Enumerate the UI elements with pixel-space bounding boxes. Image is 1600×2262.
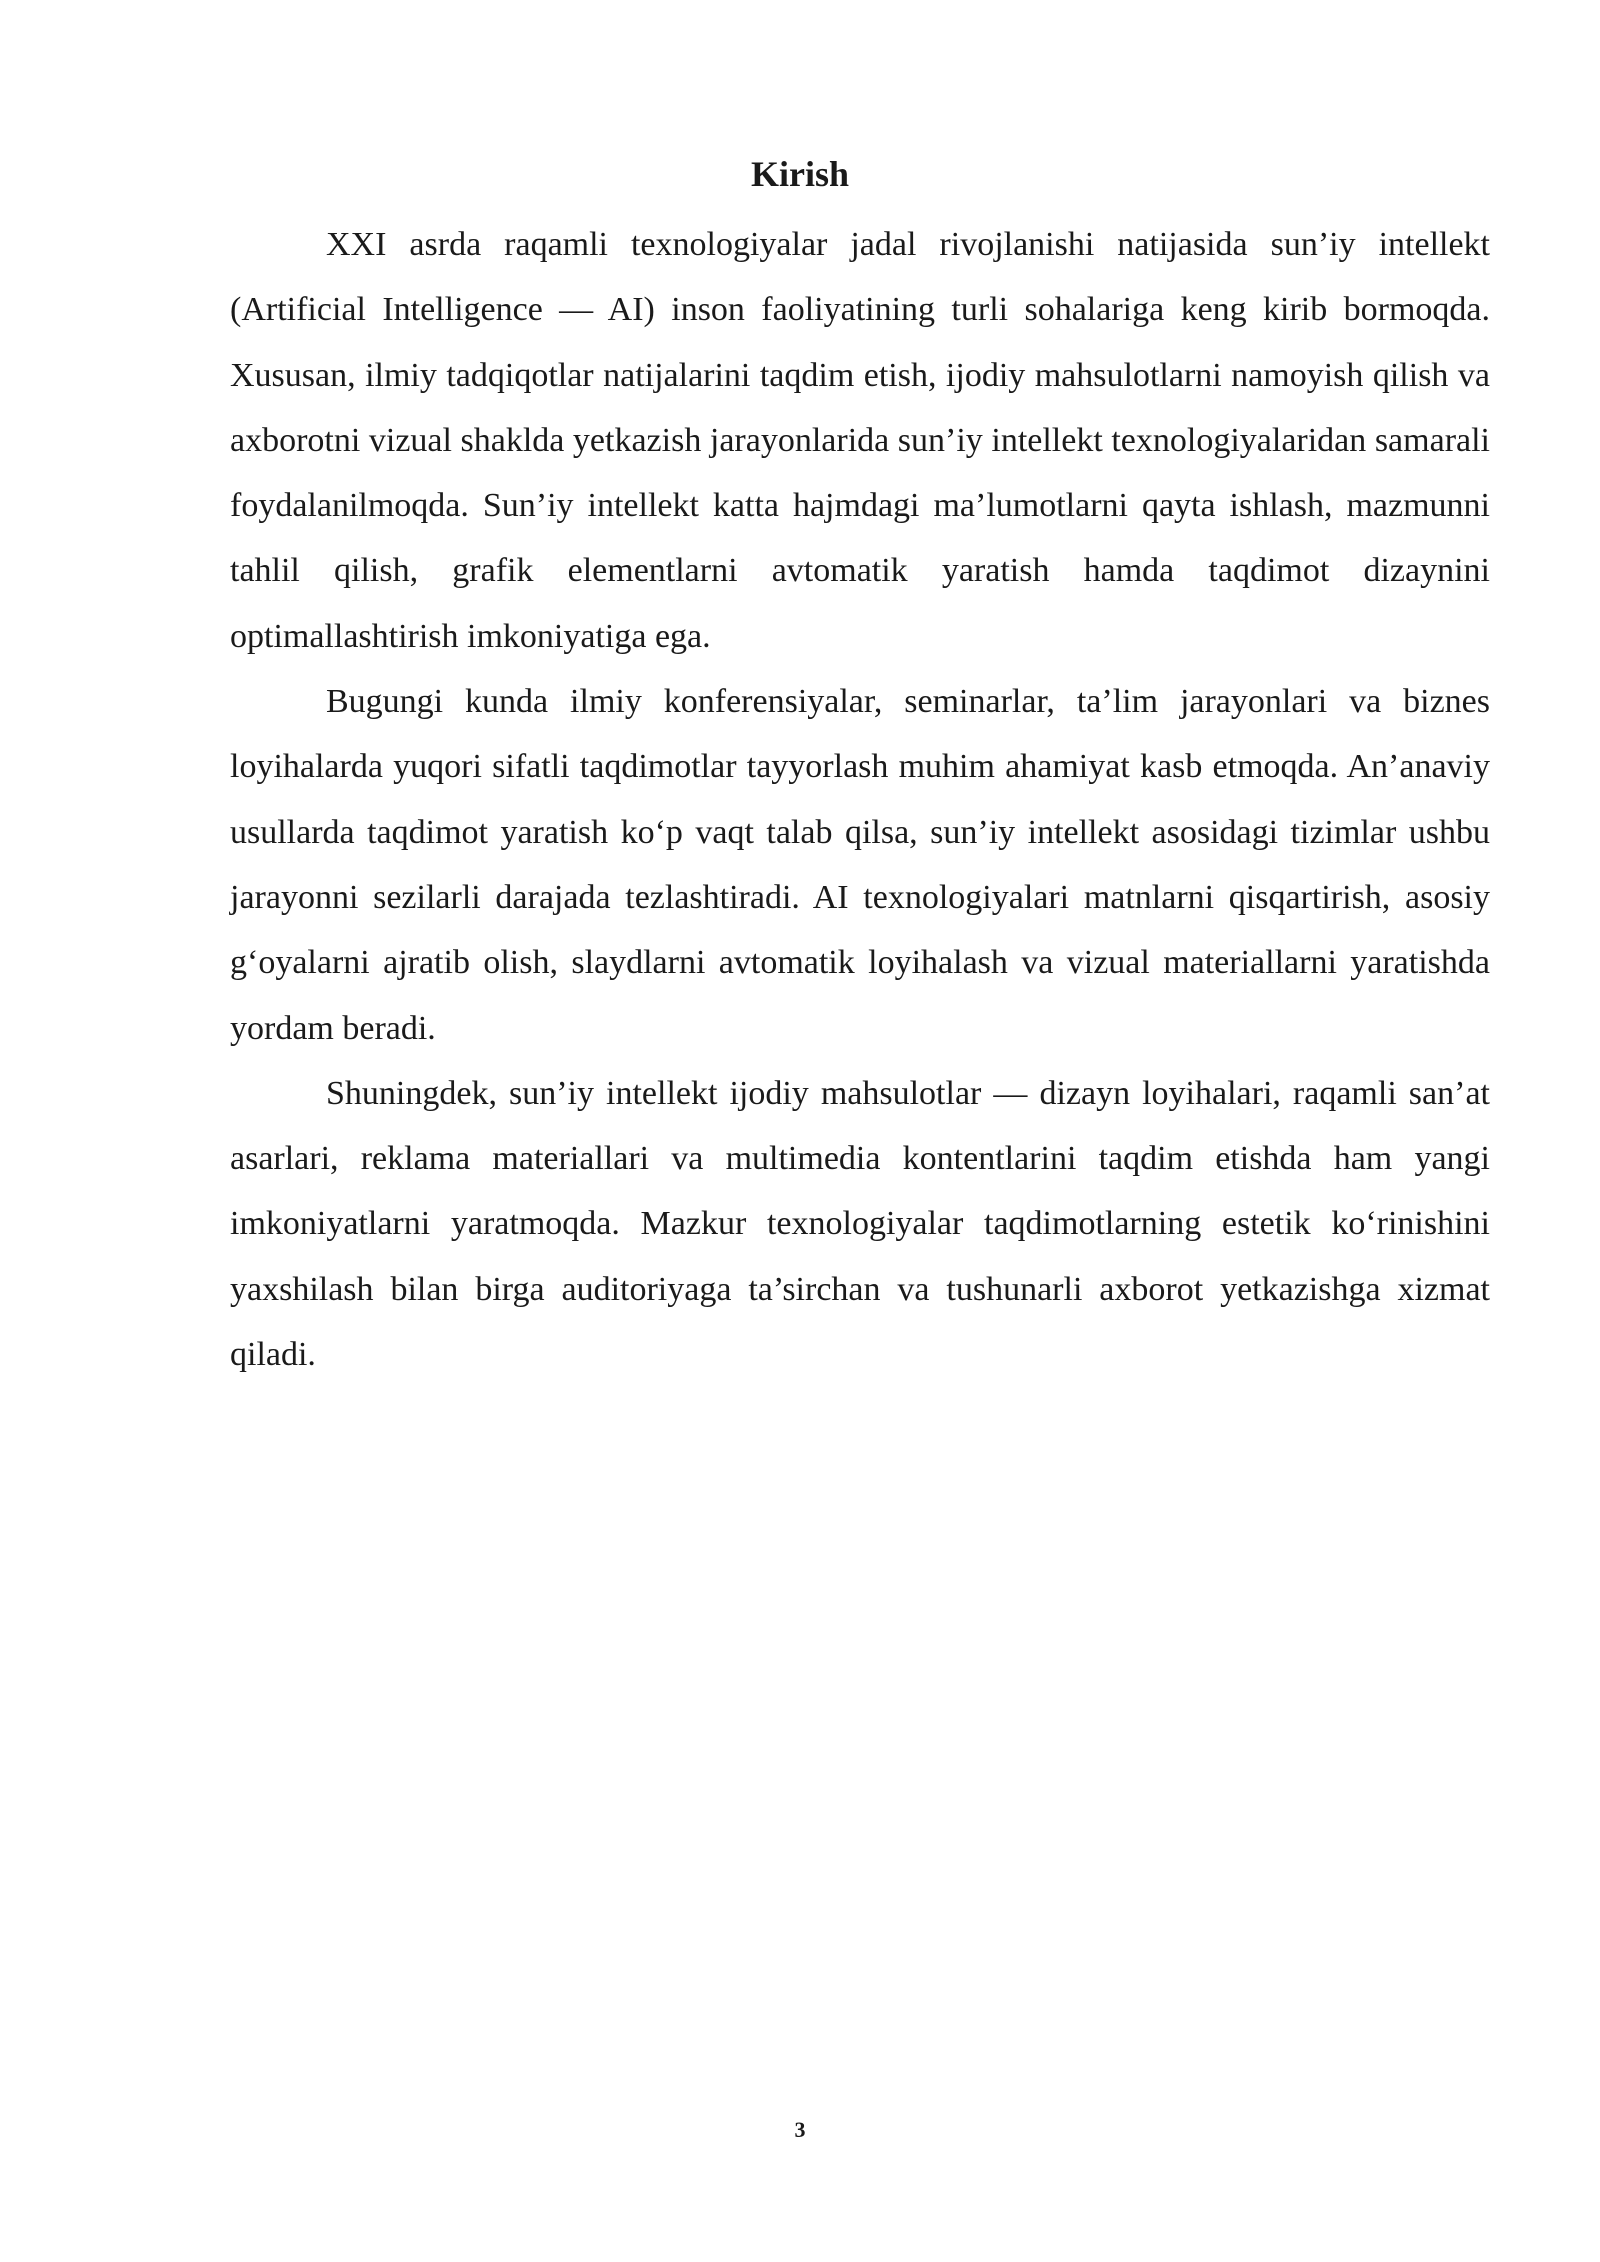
paragraph-3: Shuningdek, sun’iy intellekt ijodiy mahsulotlar — dizayn loyihalari, raqamli san’at asarlari, reklama materiallari va multimedia kontentlarini taqdim etishda ham yangi imkoniyatlarni yaratmoqda. Mazkur texnologiyalar taqdimotlarning estetik ko‘rinishini yaxshilash bilan birga auditoriyaga ta’sirchan va tushunarli axborot yetkazishga xizmat qiladi. <box>230 1074 1490 1374</box>
paragraph-2: Bugungi kunda ilmiy konferensiyalar, seminarlar, ta’lim jarayonlari va biznes loyihalarda yuqori sifatli taqdimotlar tayyorlash muhim ahamiyat kasb etmoqda. An’anaviy usullarda taqdimot yaratish ko‘p vaqt talab qilsa, sun’iy intellekt asosidagi tizimlar ushbu jarayonni sezilarli darajada tezlashtiradi. AI texnologiyalari matnlarni qisqartirish, asosiy g‘oyalarni ajratib olish, slaydlarni avtomatik loyihalash va vizual materiallarni yaratishda yordam beradi. <box>230 683 1490 1047</box>
page-number: 3 <box>794 2117 806 2142</box>
paragraph-1: XXI asrda raqamli texnologiyalar jadal rivojlanishi natijasida sun’iy intellekt (Artificial Intelligence — AI) inson faoliyatining turli sohalariga keng kirib bormoqda. Xususan, ilmiy tadqiqotlar natijalarini taqdim etish, ijodiy mahsulotlarni namoyish qilish va axborotni vizual shaklda yetkazish jarayonlarida sun’iy intellekt texnologiyalaridan samarali foydalanilmoqda. Sun’iy intellekt katta hajmdagi ma’lumotlarni qayta ishlash, mazmunni tahlil qilish, grafik elementlarni avtomatik yaratish hamda taqdimot dizaynini optimallashtirish imkoniyatiga ega. <box>230 226 1490 655</box>
body-text <box>230 212 1490 1387</box>
section-title: Kirish <box>750 154 849 194</box>
